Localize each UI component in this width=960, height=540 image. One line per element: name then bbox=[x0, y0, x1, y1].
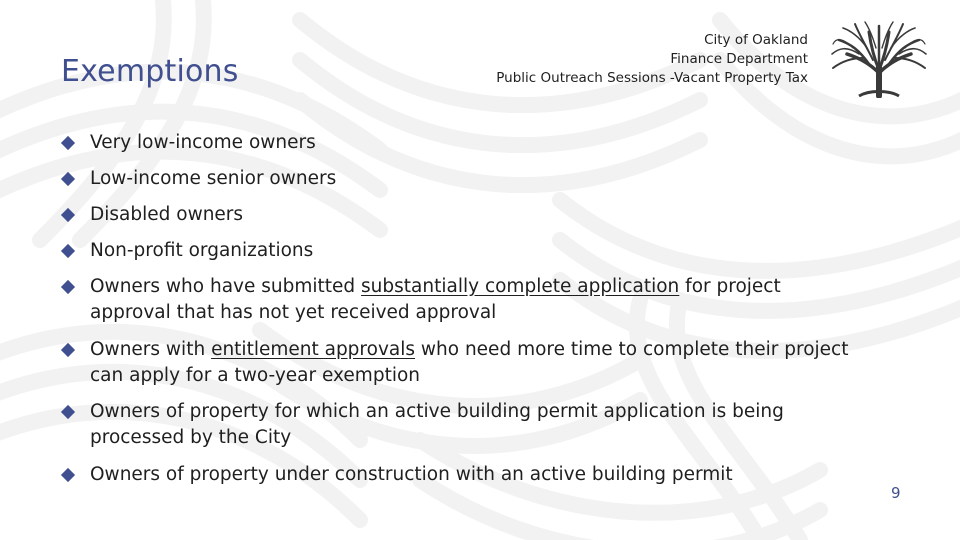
list-item bbox=[62, 130, 862, 156]
list-item-text-start: Owners who have submitted bbox=[90, 276, 362, 297]
diamond-bullet-icon bbox=[61, 136, 75, 150]
list-item bbox=[62, 166, 862, 192]
department-name: Finance Department bbox=[670, 51, 808, 67]
list-item-text-end: who need more time to complete their project can apply for a two-year exemption bbox=[90, 338, 849, 386]
list-item-text: Owners of property under construction with an active building permit bbox=[90, 463, 733, 485]
list-item-text: Owners of property for which an active building permit application is being processed by the City bbox=[90, 401, 784, 448]
list-item bbox=[62, 462, 862, 488]
page-number: 9 bbox=[891, 484, 901, 502]
oak-tree-icon bbox=[829, 18, 929, 98]
list-item bbox=[62, 202, 862, 228]
diamond-bullet-icon bbox=[61, 172, 75, 186]
diamond-bullet-icon bbox=[61, 405, 75, 419]
diamond-bullet-icon bbox=[61, 244, 75, 258]
organization-name: City of Oakland bbox=[704, 32, 808, 48]
list-item-text-start: Owners with bbox=[90, 338, 212, 360]
list-item-text: Disabled owners bbox=[90, 204, 244, 225]
slide-title: Exemptions bbox=[61, 54, 239, 89]
underlined-term: substantially complete application bbox=[361, 276, 680, 297]
diamond-bullet-icon bbox=[61, 280, 75, 294]
list-item-text-end: for project approval that has not yet received approval bbox=[90, 276, 781, 323]
session-name: Public Outreach Sessions -Vacant Property Tax bbox=[496, 70, 808, 86]
list-item-text: Low-income senior owners bbox=[90, 168, 337, 189]
list-item bbox=[62, 399, 862, 451]
list-item-text: Very low-income owners bbox=[90, 132, 316, 153]
list-item-text: Non-profit organizations bbox=[90, 240, 314, 261]
list-item bbox=[62, 238, 862, 264]
underlined-term: entitlement approvals bbox=[211, 338, 416, 360]
header-info bbox=[428, 31, 808, 88]
exemptions-list bbox=[62, 130, 862, 498]
diamond-bullet-icon bbox=[61, 208, 75, 222]
diamond-bullet-icon bbox=[61, 342, 75, 356]
list-item bbox=[62, 274, 862, 326]
diamond-bullet-icon bbox=[61, 467, 75, 481]
list-item bbox=[62, 337, 862, 389]
